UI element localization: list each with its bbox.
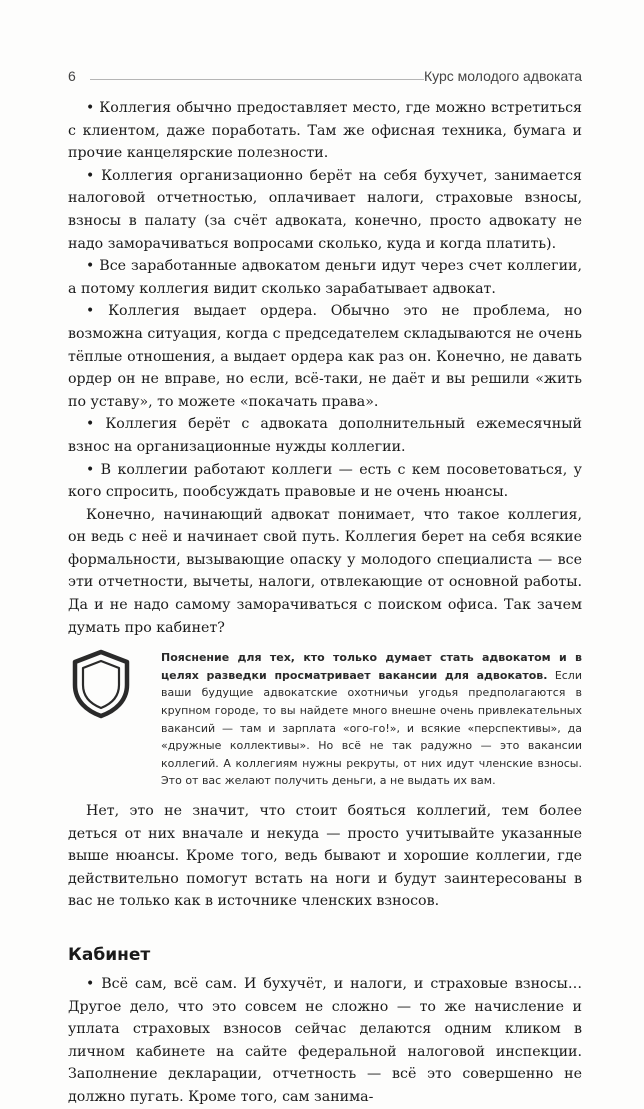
callout-note bbox=[68, 649, 582, 790]
paragraph: Нет, это не значит, что стоит бояться коллегий, тем более деться от них вначале и некуда — просто учитывайте указанные выше нюансы. Кроме того, ведь бывают и хорошие коллегии, где действительно помогут встать на ноги и будут заинтересованы в вас не только как в источнике членских взносов. bbox=[68, 803, 582, 910]
callout-lead: Пояснение для тех, кто только думает стать адвокатом и в целях разведки просматривает вакансии для адвокатов. bbox=[161, 651, 582, 682]
list-item bbox=[68, 413, 582, 458]
list-item-text: Все заработанные адвокатом деньги идут через счет коллегии, а потому коллегия видит сколько зарабатывает адвокат. bbox=[68, 258, 582, 297]
list-item-text: Всё сам, всё сам. И бухучёт, и налоги, и страховые взносы… Другое дело, что это совсем не сложно — то же начисление и уплата страховых взносов сейчас делаются одним кликом в личном кабинете на сайте федеральной налоговой инспекции. Заполнение декларации, отчетность — всё это совершенно не должно пугать. Кроме того, сам занима- bbox=[68, 975, 583, 1105]
list-item bbox=[68, 255, 582, 300]
shield-icon bbox=[70, 649, 132, 719]
bullet-mark: • bbox=[86, 303, 95, 320]
list-item-text: Коллегия организационно берёт на себя бухучет, занимается налоговой отчетностью, оплачивает налоги, страховые взносы, взносы в палату (за счёт адвоката, конечно, просто адвокату не надо заморачиваться вопросами сколько, куда и когда платить). bbox=[68, 167, 583, 252]
list-item-text: Коллегия выдает ордера. Обычно это не проблема, но возможна ситуация, когда с председателем складываются не очень тёплые отношения, а выдает ордера как раз он. Конечно, не давать ордер он не вправе, но если, всё-таки, не даёт и вы решили «жить по уставу», то можете «покачать права». bbox=[68, 303, 582, 410]
section-heading: Кабинет bbox=[68, 944, 151, 965]
list-item bbox=[68, 459, 582, 504]
list-item bbox=[68, 97, 582, 165]
running-header bbox=[68, 66, 582, 86]
callout-body: Если ваши будущие адвокатские охотничьи угодья предполагаются в крупном городе, то вы найдете много внешне очень привлекательных вакансий — там и зарплата «ого-го!», и всякие «перспективы», да «дружные коллективы». Но всё не так радужно — это вакансии коллегий. А коллегиям нужны рекруты, от них идут членские взносы. Это от вас желают получить деньги, а не выдать их вам. bbox=[161, 668, 582, 788]
list-item bbox=[68, 300, 582, 413]
page-body bbox=[68, 97, 582, 1109]
bullet-mark: • bbox=[86, 461, 95, 478]
list-item-text: Коллегия берёт с адвоката дополнительный ежемесячный взнос на организационные нужды коллегии. bbox=[68, 416, 582, 455]
header-rule bbox=[90, 79, 424, 80]
list-item bbox=[68, 165, 582, 255]
list-item-text: В коллегии работают коллеги — есть с кем посоветоваться, у кого спросить, пообсуждать правовые и не очень нюансы. bbox=[68, 461, 582, 501]
bullet-mark: • bbox=[86, 100, 95, 116]
bullet-mark: • bbox=[86, 416, 95, 433]
bullet-mark: • bbox=[86, 167, 95, 184]
list-item-text: Коллегия обычно предоставляет место, где можно встретиться с клиентом, даже поработать. Там же офисная техника, бумага и прочие канцелярские полезности. bbox=[68, 100, 582, 162]
book-title: Курс молодого адвоката bbox=[424, 68, 582, 84]
list-item bbox=[68, 973, 582, 1109]
bullet-mark: • bbox=[86, 258, 95, 275]
paragraph: Конечно, начинающий адвокат понимает, что такое коллегия, он ведь с неё и начинает свой путь. Коллегия берет на себя всякие формальности, вызывающие опаску у молодого специалиста — все эти отчетности, вычеты, налоги, отвлекающие от основной работы. Да и не надо самому заморачиваться с поиском офиса. Так зачем думать про кабинет? bbox=[68, 506, 582, 636]
page-number: 6 bbox=[68, 68, 76, 84]
callout-text bbox=[161, 649, 582, 790]
bullet-mark: • bbox=[86, 975, 95, 992]
